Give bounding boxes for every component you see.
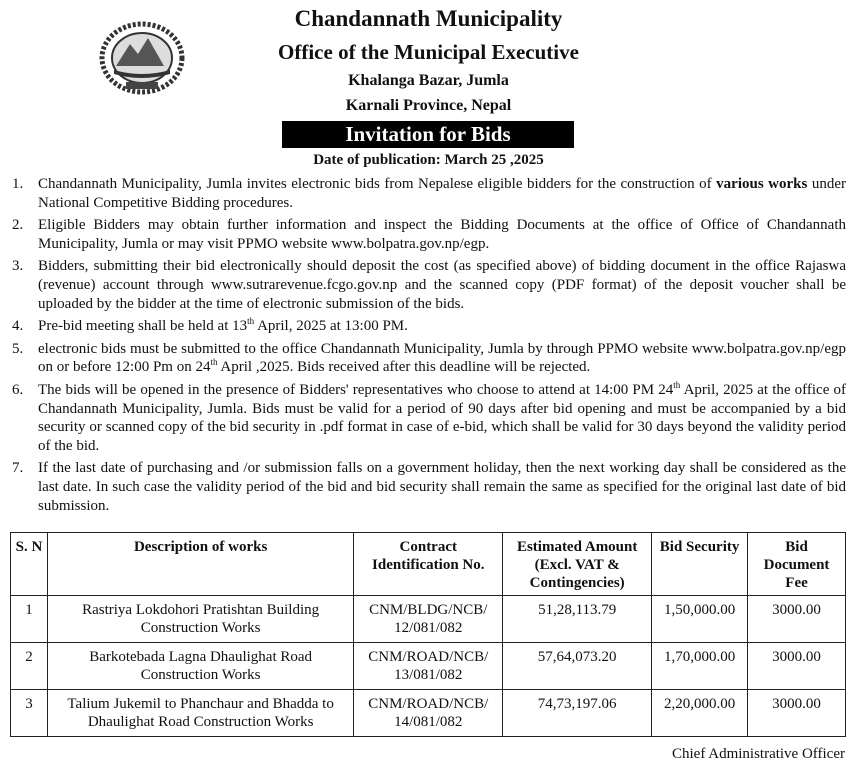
cell-amount: 74,73,197.06: [503, 690, 652, 737]
address-line-1: Khalanga Bazar, Jumla: [348, 72, 509, 89]
table-row: [11, 596, 846, 643]
ordinal-suffix: th: [210, 357, 218, 368]
clause-item: [8, 381, 846, 455]
office-name: Office of the Municipal Executive: [278, 40, 579, 64]
ordinal-suffix: th: [673, 379, 681, 390]
header-description: Description of works: [47, 533, 353, 596]
clause-item: [8, 257, 846, 313]
cell-description: Rastriya Lokdohori Pratishtan Building Construction Works: [47, 596, 353, 643]
clause-item: [8, 175, 846, 212]
cell-sn: 3: [11, 690, 48, 737]
clause-number: 6.: [12, 381, 24, 398]
cell-contract-id: CNM/ROAD/NCB/ 14/081/082: [354, 690, 503, 737]
clause-item: [8, 216, 846, 253]
clause-text: If the last date of purchasing and /or submission falls on a government holiday, then the next working day shall be considered as the last date. In such case the validity period of the bid and bid security shall remain the same as specified for the original last date of bid submission.: [38, 460, 846, 514]
cell-description: Talium Jukemil to Phanchaur and Bhadda to Dhaulighat Road Construction Works: [47, 690, 353, 737]
clause-item: [8, 317, 846, 336]
clause-number: 2.: [12, 217, 24, 234]
header-estimated-amount: Estimated Amount (Excl. VAT & Contingencies): [503, 533, 652, 596]
clause-item: [8, 340, 846, 377]
header-sn: S. N: [11, 533, 48, 596]
clause-bold-text: various works: [716, 176, 808, 192]
cell-document-fee: 3000.00: [748, 690, 846, 737]
table-header-row: [11, 533, 846, 596]
cell-bid-security: 1,70,000.00: [652, 643, 748, 690]
header-document-fee: Bid Document Fee: [748, 533, 846, 596]
table-row: [11, 643, 846, 690]
clause-number: 5.: [12, 340, 24, 357]
clause-text: Eligible Bidders may obtain further information and inspect the Bidding Documents at the office of Office of Chandannath Municipality, Jumla or may visit PPMO website www.bolpatra.gov.np/egp.: [38, 217, 846, 252]
clause-text: electronic bids must be submitted to the office Chandannath Municipality, Jumla by through PPMO website www.bolpatra.gov.np/egp on or before 12:00 Pm on 24: [38, 340, 846, 376]
cell-contract-id: CNM/BLDG/NCB/ 12/081/082: [354, 596, 503, 643]
cell-document-fee: 3000.00: [748, 643, 846, 690]
clause-text: The bids will be opened in the presence of Bidders' representatives who choose to attend at 14:00 PM 24: [38, 381, 674, 398]
clause-text: Chandannath Municipality, Jumla invites electronic bids from Nepalese eligible bidders for the construction of: [38, 176, 717, 192]
signer-title: Chief Administrative Officer: [671, 746, 845, 762]
clause-number: 7.: [12, 460, 24, 477]
ordinal-suffix: th: [247, 316, 255, 327]
notice-title-banner: Invitation for Bids: [282, 121, 574, 148]
clause-text: under National Competitive Bidding procedures.: [38, 176, 846, 211]
address-line-2: Karnali Province, Nepal: [345, 97, 512, 114]
clause-text: Pre-bid meeting shall be held at 13: [38, 318, 248, 335]
cell-contract-id: CNM/ROAD/NCB/ 13/081/082: [354, 643, 503, 690]
clause-item: [8, 459, 846, 515]
clause-text: April ,2025. Bids received after this deadline will be rejected.: [217, 359, 591, 376]
cell-bid-security: 1,50,000.00: [652, 596, 748, 643]
clause-list: [8, 175, 846, 519]
cell-amount: 51,28,113.79: [503, 596, 652, 643]
clause-number: 3.: [12, 258, 24, 275]
cell-description: Barkotebada Lagna Dhaulighat Road Construction Works: [47, 643, 353, 690]
header-contract-id: Contract Identification No.: [354, 533, 503, 596]
notice-header: [0, 0, 857, 170]
org-name: Chandannath Municipality: [294, 6, 563, 31]
cell-amount: 57,64,073.20: [503, 643, 652, 690]
cell-sn: 2: [11, 643, 48, 690]
cell-bid-security: 2,20,000.00: [652, 690, 748, 737]
cell-document-fee: 3000.00: [748, 596, 846, 643]
table-row: [11, 690, 846, 737]
publication-date: Date of publication: March 25 ,2025: [313, 152, 544, 168]
clause-number: 1.: [12, 176, 24, 192]
header-bid-security: Bid Security: [652, 533, 748, 596]
clause-text: Bidders, submitting their bid electronically should deposit the cost (as specified above) of bidding document in the office Rajaswa (revenue) account through www.sutrarevenue.fcgo.gov.np and the scanned copy (PDF format) of the deposit voucher shall be uploaded by the bidder at the time of electronic submission of the bids.: [38, 258, 846, 312]
clause-number: 4.: [12, 318, 24, 335]
clause-text: April, 2025 at the office of Chandannath Municipality, Jumla. Bids must be valid for a period of 90 days after bid opening and must be accompanied by a bid security or scanned copy of the bid security in .pdf format in case of e-bid, which shall be valid for 30 days beyond the validity period of the bid.: [38, 381, 846, 454]
bids-table: [10, 532, 846, 737]
clause-text: April, 2025 at 13:00 PM.: [254, 318, 408, 335]
cell-sn: 1: [11, 596, 48, 643]
